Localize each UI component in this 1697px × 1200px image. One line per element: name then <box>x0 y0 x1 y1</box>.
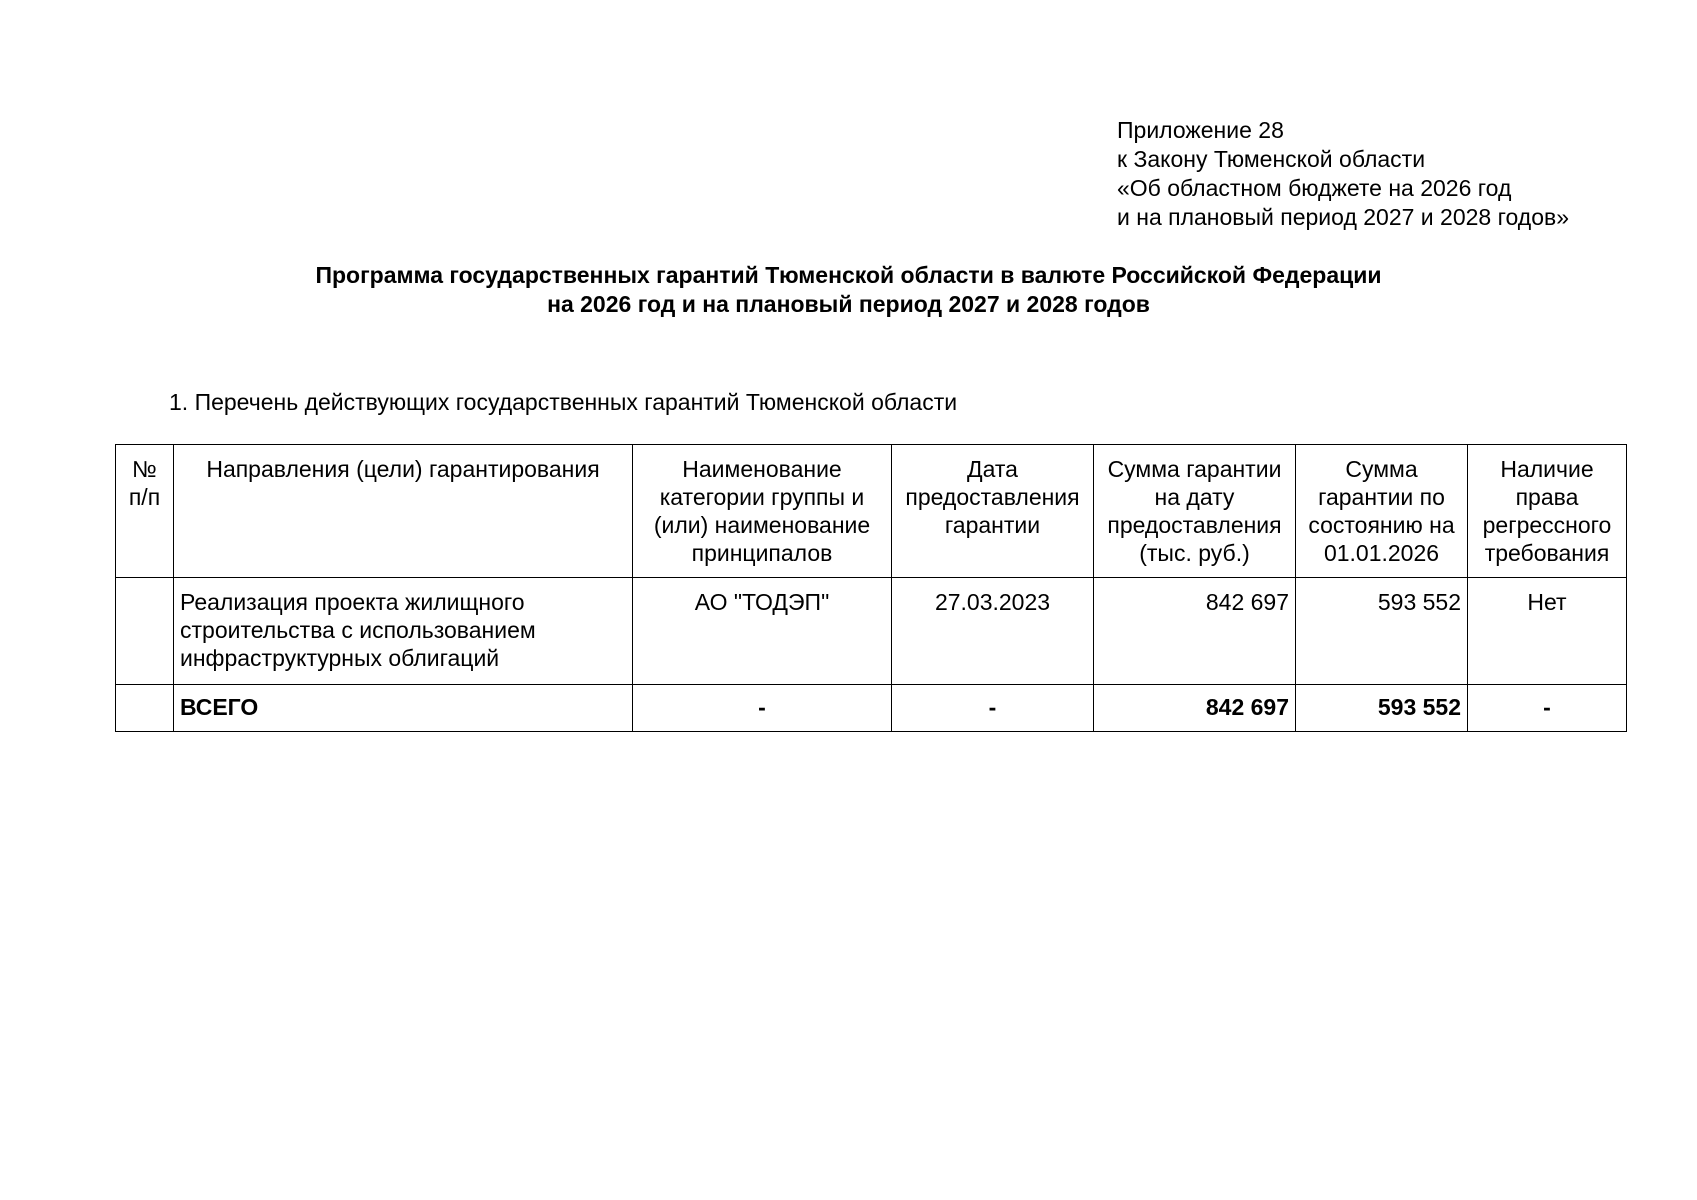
document-title-line: Программа государственных гарантий Тюменской области в валюте Российской Федерации <box>315 262 1382 288</box>
appendix-line: «Об областном бюджете на 2026 год <box>1117 175 1512 201</box>
cell-date: 27.03.2023 <box>892 578 1094 685</box>
table-total-row <box>116 685 1627 732</box>
section-heading: 1. Перечень действующих государственных гарантий Тюменской области <box>169 389 958 415</box>
appendix-line: к Закону Тюменской области <box>1117 146 1426 172</box>
cell-number <box>116 578 174 685</box>
header-purpose: Направления (цели) гарантирования <box>174 445 633 578</box>
guarantees-table <box>115 444 1627 732</box>
total-amount-current: 593 552 <box>1296 685 1468 732</box>
appendix-line: и на плановый период 2027 и 2028 годов» <box>1117 204 1569 230</box>
total-amount-at-issue: 842 697 <box>1094 685 1296 732</box>
header-amount-current: Сумма гарантии по состоянию на 01.01.2026 <box>1296 445 1468 578</box>
total-label: ВСЕГО <box>174 685 633 732</box>
cell-recourse: Нет <box>1468 578 1627 685</box>
total-principal: - <box>633 685 892 732</box>
total-number <box>116 685 174 732</box>
table-header-row <box>116 445 1627 578</box>
cell-amount-at-issue: 842 697 <box>1094 578 1296 685</box>
document-title <box>0 261 1697 319</box>
header-principal: Наименование категории группы и (или) наименование принципалов <box>633 445 892 578</box>
document-title-line: на 2026 год и на плановый период 2027 и 2028 годов <box>547 291 1150 317</box>
header-date: Дата предоставления гарантии <box>892 445 1094 578</box>
header-number: № п/п <box>116 445 174 578</box>
header-amount-at-issue: Сумма гарантии на дату предоставления (тыс. руб.) <box>1094 445 1296 578</box>
header-recourse: Наличие права регрессного требования <box>1468 445 1627 578</box>
cell-purpose: Реализация проекта жилищного строительства с использованием инфраструктурных облигаций <box>174 578 633 685</box>
appendix-line: Приложение 28 <box>1117 117 1284 143</box>
total-recourse: - <box>1468 685 1627 732</box>
total-date: - <box>892 685 1094 732</box>
table-row <box>116 578 1627 685</box>
cell-amount-current: 593 552 <box>1296 578 1468 685</box>
appendix-note <box>1117 116 1569 232</box>
cell-principal: АО "ТОДЭП" <box>633 578 892 685</box>
